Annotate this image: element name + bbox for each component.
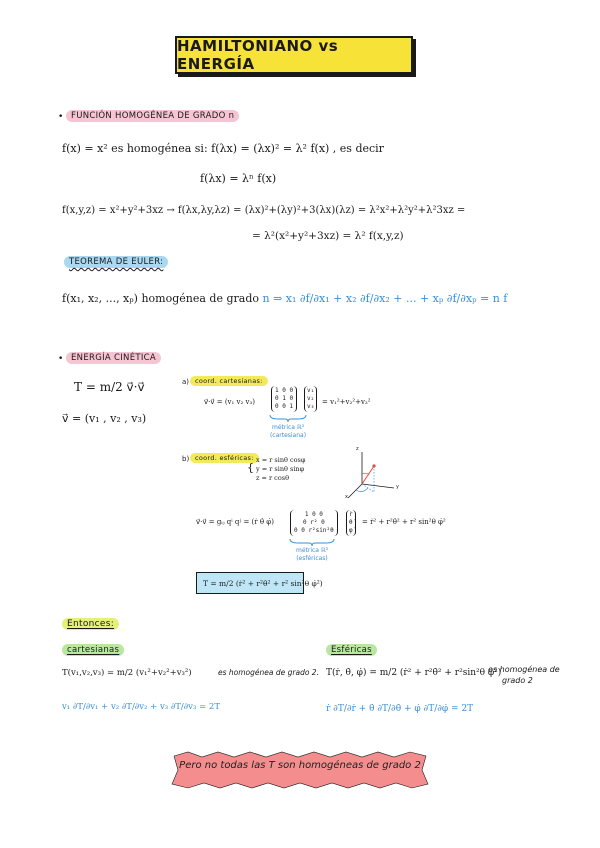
note-line: grado 2 [502, 676, 533, 685]
matrix-row: 1 0 0 [304, 511, 323, 518]
matrix-row: 1 0 0 [275, 387, 294, 394]
cartesian-dot-product-left: v⃗·v⃗ = (v₁ v₂ v₃) [204, 398, 256, 406]
euler-theorem-left: f(x₁, x₂, ..., xₚ) homogénea de grado [62, 292, 259, 305]
note-line: métrica ℝ³ [271, 424, 305, 431]
footer-note: Pero no todas las T son homogéneas de grado 2 [179, 760, 421, 771]
spherical-metric-matrix [290, 510, 338, 536]
transform-eq-y: y = r sinθ sinφ [256, 465, 305, 473]
homogeneous-example-result: = λ²(x²+y²+3xz) = λ² f(x,y,z) [252, 230, 404, 242]
transform-eq-z: z = r cosθ [256, 474, 289, 482]
cartesian-metric-matrix [271, 386, 297, 412]
spherical-euler-check: ṙ ∂T/∂ṙ + θ̇ ∂T/∂θ̇ + φ̇ ∂T/∂φ̇ = 2T [326, 704, 474, 714]
page-title [175, 36, 413, 74]
matrix-row: 0 0 r²sin²θ [294, 527, 334, 534]
cartesian-kinetic-energy: T(v₁,v₂,v₃) = m/2 (v₁²+v₂²+v₃²) [62, 668, 192, 678]
axis-label-z: z [356, 446, 359, 452]
note-line: métrica ℝ³ [295, 547, 329, 554]
kinetic-energy-definition: T = m/2 v⃗·v⃗ [74, 380, 145, 394]
spherical-velocity-column [346, 510, 356, 536]
vector-entry: ṙ [349, 511, 353, 518]
item-a-label: a) [182, 378, 190, 386]
note-line: (esféricas) [296, 555, 328, 562]
spherical-coords-heading: coord. esféricas: [190, 453, 259, 463]
section-heading-kinetic: ENERGÍA CINÉTICA [66, 352, 161, 364]
section-bullet: • [58, 112, 64, 122]
transform-eq-x: x = r sinθ cosφ [256, 456, 306, 464]
item-b-label: b) [182, 455, 190, 463]
note-line: (cartesiana) [269, 432, 307, 439]
vector-entry: v₂ [307, 395, 315, 402]
euler-degree-n: n [262, 292, 270, 305]
velocity-vector-definition: v⃗ = (v₁ , v₂ , v₃) [62, 412, 147, 425]
note-line: es homogénea de [488, 665, 560, 674]
cartesian-euler-check: v₁ ∂T/∂v₁ + v₂ ∂T/∂v₂ + v₃ ∂T/∂v₃ = 2T [62, 702, 220, 712]
homogeneous-definition: f(λx) = λⁿ f(x) [200, 172, 277, 185]
spherical-kinetic-energy: T(ṙ, θ̇, φ̇) = m/2 (ṙ² + r²θ̇² + r²sin²θ φ̇²) [326, 668, 502, 678]
matrix-row: 0 1 0 [275, 395, 294, 402]
spherical-subheading-text: Esféricas [331, 645, 372, 655]
conclusion-heading [62, 618, 119, 630]
spherical-transform-system [256, 456, 305, 483]
vector-entry: θ̇ [349, 519, 353, 526]
system-brace: { [247, 461, 254, 474]
vector-entry: φ̇ [349, 527, 353, 534]
euler-theorem-heading [64, 256, 168, 268]
euler-theorem-right: ⇒ x₁ ∂f/∂x₁ + x₂ ∂f/∂x₂ + ... + xₚ ∂f/∂xₚ = n f [273, 292, 508, 305]
axis-label-x: x [345, 494, 348, 500]
matrix-row: 0 0 1 [275, 403, 294, 410]
euler-theorem-statement [62, 292, 507, 305]
section-heading-homogeneous: FUNCIÓN HOMOGÉNEA DE GRADO n [66, 110, 239, 122]
spherical-subheading [326, 644, 377, 656]
section-bullet: • [58, 354, 64, 364]
cartesian-dot-product-right: = v₁²+v₂²+v₃² [322, 398, 371, 406]
spherical-metric-note [288, 547, 336, 563]
cartesian-homogeneous-note: es homogénea de grado 2. [218, 668, 319, 677]
spherical-dot-product-right: = ṙ² + r²θ̇² + r² sin²θ φ̇² [362, 518, 446, 526]
vector-entry: v₁ [307, 387, 315, 394]
cartesian-brace [268, 414, 308, 422]
homogeneous-example-3var: f(x,y,z) = x²+y²+3xz → f(λx,λy,λz) = (λx)²+(λy)²+3(λx)(λz) = λ²x²+λ²y²+λ²3xz = [62, 205, 466, 216]
cartesian-subheading-text: cartesianas [67, 645, 120, 655]
kinetic-energy-spherical-box [196, 572, 323, 594]
spherical-dot-product-left: v⃗·v⃗ = gᵢⱼ qⁱ qʲ = (ṙ θ̇ φ̇) [196, 518, 274, 526]
homogeneous-example-line: f(x) = x² es homogénea si: f(λx) = (λx)² = λ² f(x) , es decir [62, 142, 384, 155]
axis-label-y: y [396, 484, 399, 490]
conclusion-heading-text: Entonces: [67, 619, 115, 629]
cartesian-metric-note [264, 424, 312, 440]
spherical-coords-diagram [342, 446, 402, 502]
euler-theorem-heading-text: TEOREMA DE EULER: [69, 257, 164, 267]
cartesian-subheading [62, 644, 124, 656]
cartesian-velocity-column [304, 386, 317, 412]
kinetic-energy-spherical-formula: T = m/2 (ṙ² + r²θ̇² + r² sin²θ φ̇²) [203, 578, 323, 588]
cartesian-coords-heading: coord. cartesianas: [190, 376, 268, 386]
matrix-row: 0 r² 0 [303, 519, 325, 526]
vector-entry: v₃ [307, 403, 315, 410]
spherical-brace [288, 538, 336, 546]
page-title-text: HAMILTONIANO vs ENERGÍA [177, 37, 339, 73]
spherical-homogeneous-note [488, 664, 560, 686]
